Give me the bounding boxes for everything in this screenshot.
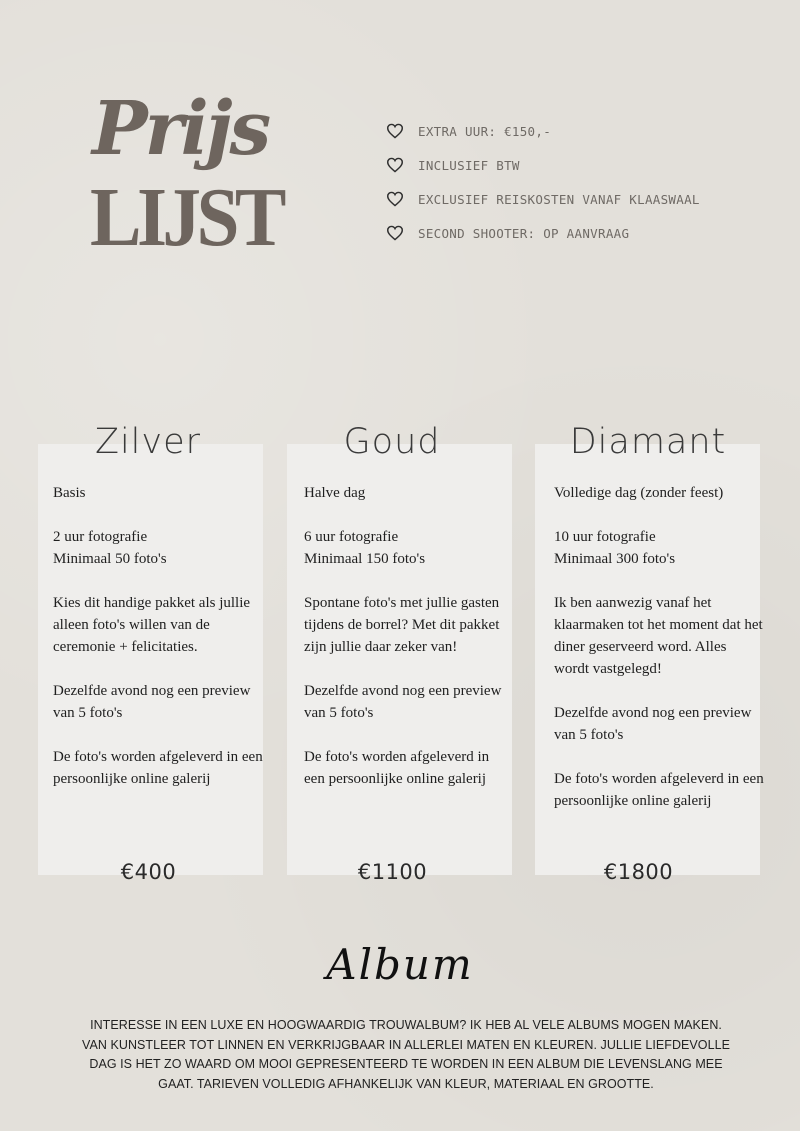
package-name: Diamant [569, 422, 727, 462]
package-price: €1100 [357, 860, 428, 884]
info-item-btw [386, 148, 700, 182]
info-text: SECOND SHOOTER: OP AANVRAAG [418, 225, 630, 241]
album-title: Album [326, 940, 474, 989]
package-preview: Dezelfde avond nog een preview van 5 foto's [53, 683, 251, 721]
heart-icon [386, 191, 404, 207]
package-delivery: De foto's worden afgeleverd in een persoonlijke online galerij [304, 749, 490, 787]
package-delivery: De foto's worden afgeleverd in een persoonlijke online galerij [53, 749, 263, 787]
package-price: €1800 [603, 860, 674, 884]
info-item-second-shooter [386, 216, 700, 250]
heart-icon [386, 157, 404, 173]
package-photos: Minimaal 150 foto's [304, 551, 426, 567]
package-hours: 6 uur fotografie [304, 529, 399, 545]
album-description: INTERESSE IN EEN LUXE EN HOOGWAARDIG TROUWALBUM? IK HEB AL VELE ALBUMS MOGEN MAKEN. VAN KUNSTLEER TOT LINNEN EN VERKRIJGBAAR IN ALLERLEI MATEN EN KLEUREN. JULLIE LIEFDEVOLLE DAG IS HET ZO WAARD OM MOOI GEPRESENTEERD TE WORDEN IN EEN ALBUM DIE LEVENSLANG MEE GAAT. TARIEVEN VOLLEDIG AFHANKELIJK VAN KLEUR, MATERIAAL EN GROOTTE. [82, 1018, 730, 1091]
package-subtitle: Halve dag [304, 485, 366, 501]
title-prijs: Prijs [92, 86, 269, 172]
package-hours: 2 uur fotografie [53, 529, 148, 545]
package-price: €400 [120, 860, 177, 884]
title-lijst: LIJST [90, 171, 282, 264]
package-details [554, 482, 764, 834]
package-coverage [304, 526, 509, 570]
heart-icon [386, 225, 404, 241]
package-details [304, 482, 509, 812]
package-name: Zilver [94, 422, 202, 462]
package-preview: Dezelfde avond nog een preview van 5 foto's [554, 705, 752, 743]
package-name: Goud [343, 422, 441, 462]
info-list [386, 114, 700, 250]
package-coverage [53, 526, 265, 570]
package-details [53, 482, 265, 812]
info-text: EXTRA UUR: €150,- [418, 123, 552, 139]
info-item-extra-hour [386, 114, 700, 148]
package-description: Kies dit handige pakket als jullie alleen foto's willen van de ceremonie + felicitaties. [53, 595, 251, 655]
package-subtitle: Basis [53, 485, 86, 501]
package-delivery: De foto's worden afgeleverd in een persoonlijke online galerij [554, 771, 764, 809]
package-subtitle: Volledige dag (zonder feest) [554, 485, 724, 501]
package-coverage [554, 526, 764, 570]
package-description: Spontane foto's met jullie gasten tijdens de borrel? Met dit pakket zijn jullie daar zeker van! [304, 595, 500, 655]
package-hours: 10 uur fotografie [554, 529, 656, 545]
heart-icon [386, 123, 404, 139]
info-item-travel-costs [386, 182, 700, 216]
info-text: EXCLUSIEF REISKOSTEN VANAF KLAASWAAL [418, 191, 700, 207]
package-photos: Minimaal 300 foto's [554, 551, 676, 567]
package-photos: Minimaal 50 foto's [53, 551, 167, 567]
package-preview: Dezelfde avond nog een preview van 5 foto's [304, 683, 502, 721]
info-text: INCLUSIEF BTW [418, 157, 520, 173]
package-description: Ik ben aanwezig vanaf het klaarmaken tot het moment dat het diner geserveerd word. Alles wordt vastgelegd! [554, 595, 763, 677]
